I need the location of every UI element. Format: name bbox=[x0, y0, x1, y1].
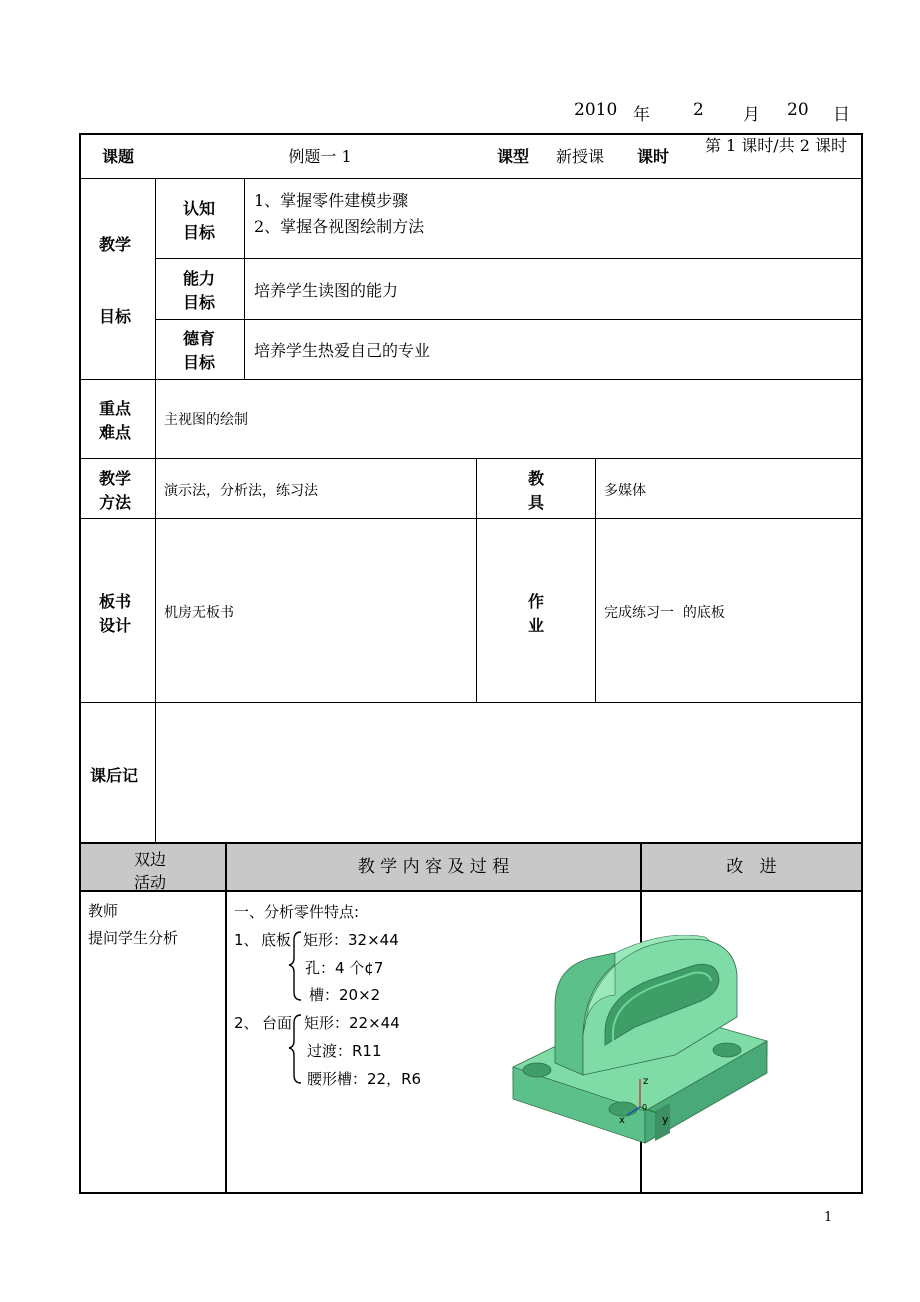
cognitive-item-1: 1、掌握零件建模步骤 bbox=[254, 191, 409, 210]
axis-z-label: z bbox=[643, 1076, 649, 1087]
page-number: 1 bbox=[824, 1210, 833, 1225]
after-class-label: 课后记 bbox=[90, 766, 139, 785]
topic-label: 课题 bbox=[101, 146, 134, 166]
item1-line-3: 槽：20×2 bbox=[309, 986, 381, 1004]
board-label-1: 板书 bbox=[99, 592, 132, 611]
method-label-1: 教学 bbox=[99, 469, 132, 488]
date-month-unit: 月 bbox=[743, 105, 760, 125]
moral-value: 培养学生热爱自己的专业 bbox=[254, 341, 431, 360]
moral-label-2: 目标 bbox=[183, 353, 216, 372]
key-points-label-1: 重点 bbox=[99, 399, 132, 418]
date-year: 2010 bbox=[574, 100, 618, 120]
item2-line-3: 腰形槽：22，R6 bbox=[307, 1070, 422, 1088]
tools-label-1: 教 bbox=[528, 469, 545, 488]
item2-name: 台面 bbox=[262, 1014, 293, 1032]
board-label-2: 设计 bbox=[99, 616, 132, 635]
homework-value: 完成练习一 的底板 bbox=[604, 605, 725, 621]
item2-line-2: 过渡：R11 bbox=[307, 1042, 382, 1060]
cognitive-item-2: 2、掌握各视图绘制方法 bbox=[254, 217, 425, 236]
ability-label-2: 目标 bbox=[183, 293, 216, 312]
process-col1-line1: 双边 bbox=[134, 850, 167, 869]
board-value: 机房无板书 bbox=[164, 605, 234, 621]
activity-line-1: 教师 bbox=[88, 902, 119, 920]
item2-line-1: 矩形：22×44 bbox=[304, 1014, 400, 1032]
item1-brace bbox=[288, 930, 304, 1002]
course-type-value: 新授课 bbox=[555, 146, 604, 166]
key-points-label-2: 难点 bbox=[99, 423, 132, 442]
tools-value: 多媒体 bbox=[604, 483, 646, 499]
item2-prefix: 2、 bbox=[234, 1014, 259, 1032]
topic-value: 例题一 1 bbox=[288, 146, 352, 166]
date-day: 20 bbox=[787, 100, 809, 120]
process-col2-header: 教 学 内 容 及 过 程 bbox=[357, 857, 510, 877]
key-points-value: 主视图的绘制 bbox=[164, 412, 248, 428]
cognitive-label-1: 认知 bbox=[183, 199, 216, 218]
ability-value: 培养学生读图的能力 bbox=[254, 281, 399, 300]
moral-label-1: 德育 bbox=[183, 329, 216, 348]
item1-line-1: 矩形：32×44 bbox=[303, 931, 399, 949]
axis-origin-label: 0 bbox=[642, 1103, 648, 1112]
date-day-unit: 日 bbox=[833, 105, 850, 125]
cognitive-label-2: 目标 bbox=[183, 223, 216, 242]
homework-label-1: 作 bbox=[528, 592, 545, 611]
section-title: 一、分析零件特点: bbox=[234, 903, 360, 921]
axis-x-label: x bbox=[619, 1115, 625, 1126]
goals-label-line1: 教学 bbox=[99, 235, 132, 254]
process-col3-header: 改 进 bbox=[726, 857, 777, 877]
date-month: 2 bbox=[693, 100, 704, 120]
course-type-label: 课型 bbox=[496, 146, 529, 166]
item1-line-2: 孔：4 个¢7 bbox=[305, 959, 384, 977]
tools-label-2: 具 bbox=[528, 493, 545, 512]
item2-brace bbox=[288, 1013, 304, 1085]
goals-label-line2: 目标 bbox=[99, 307, 132, 326]
method-label-2: 方法 bbox=[99, 493, 132, 512]
activity-line-2: 提问学生分析 bbox=[88, 929, 179, 947]
part-3d-model bbox=[505, 935, 775, 1160]
item1-name: 底板 bbox=[261, 931, 292, 949]
axis-y-label: y bbox=[662, 1113, 669, 1126]
homework-label-2: 业 bbox=[528, 616, 545, 635]
hours-value: 第 1 课时/共 2 课时 bbox=[704, 136, 848, 155]
process-col1-line2: 活动 bbox=[134, 873, 167, 892]
method-value: 演示法，分析法，练习法 bbox=[164, 483, 318, 499]
ability-label-1: 能力 bbox=[183, 269, 216, 288]
item1-prefix: 1、 bbox=[234, 931, 259, 949]
date-year-unit: 年 bbox=[633, 105, 650, 125]
hours-label: 课时 bbox=[636, 146, 669, 166]
